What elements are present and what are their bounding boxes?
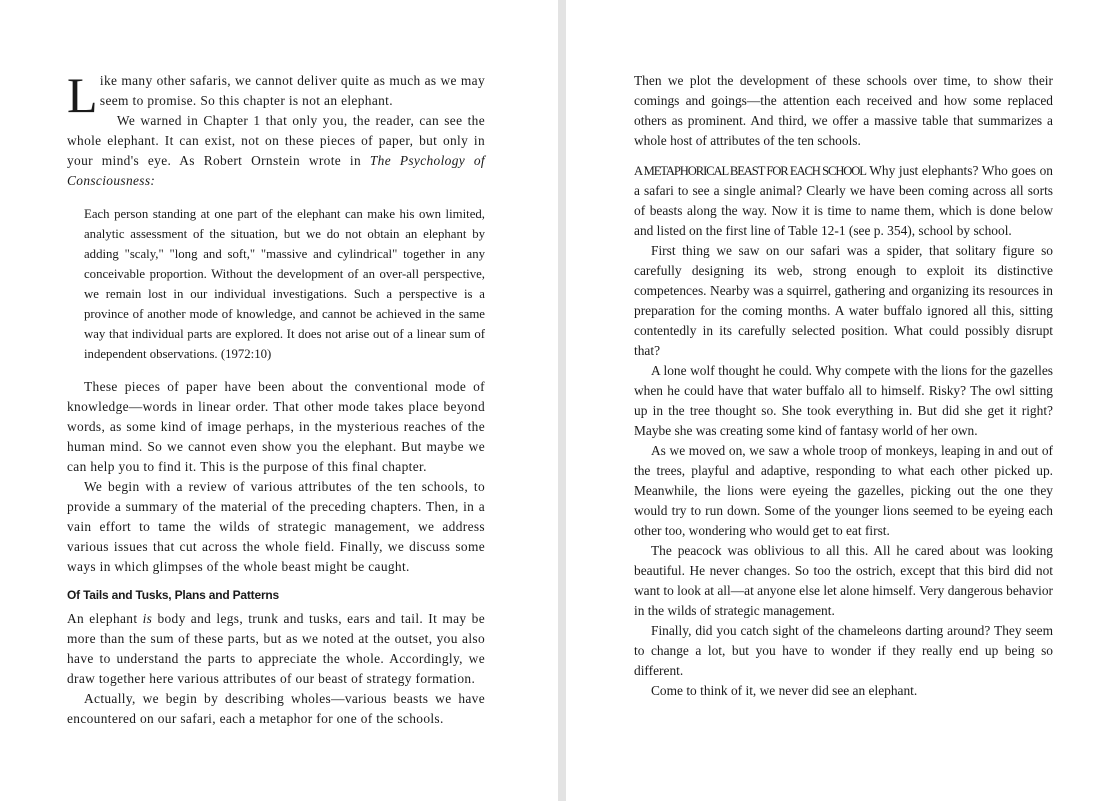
page-spine [558,0,566,801]
paragraph-chameleons: Finally, did you catch sight of the chameleons darting around? They seem to change a lot, but you have to wonder if they really end up being so different. [634,623,1053,678]
paragraph-conventional-mode: These pieces of paper have been about the conventional mode of knowledge—words in linear order. That other mode takes place beyond words, as some kind of image perhaps, in the mysterious reaches of the human mind. So we cannot even show you the elephant. But maybe we can help you to find it. This is the purpose of this final chapter. [67,379,485,474]
paragraph-metaphorical-beast [634,161,1053,241]
paragraph-peacock: The peacock was oblivious to all this. All he cared about was looking beautiful. He never changes. So too the ostrich, except that this bird did not want to look at all—at anyone else let alone himself. Very dangerous behavior in the wilds of strategic management. [634,543,1053,618]
emphasis: is [142,611,153,626]
paragraph-elephant-parts [67,609,485,689]
paragraph-chapter-warning [67,111,485,191]
paragraph-monkeys: As we moved on, we saw a whole troop of monkeys, leaping in and out of the trees, playful and adaptive, responding to what each other picked up. Meanwhile, the lions were eyeing the gazelles, picking out the one they would try to run down. Some of the younger lions seemed to be eyeing each other too, wondering who would get to eat first. [634,443,1053,538]
run-in-heading: A METAPHORICAL BEAST FOR EACH SCHOOL [634,164,866,178]
paragraph-text: Why just elephants? Who goes on a safari to see a single animal? Clearly we have been coming across all sorts of beasts along the way. Now it is time to name them, which is done below and listed on the first line of Table 12-1 (see p. 354), school by school. [634,163,1053,238]
book-title: The Psychology of Consciousness: [67,153,486,188]
opening-text: ike many other safaris, we cannot deliver quite as much as we may seem to promise. So this chapter is not an elephant. [99,73,485,108]
paragraph-spider: First thing we saw on our safari was a spider, that solitary figure so carefully designing its web, strong enough to exploit its distinctive competences. Nearby was a squirrel, gathering and organizing its resources in preparation for the coming months. A water buffalo ignored all this, sitting contentedly in its carefully selected position. What could possibly disrupt that? [634,243,1053,358]
left-column [67,67,486,729]
section-heading: Of Tails and Tusks, Plans and Patterns [67,588,280,602]
opening-paragraph [67,67,485,123]
paragraph-plot-schools: Then we plot the development of these schools over time, to show their comings and goings—the attention each received and how some replaced others as prominent. And third, we offer a massive table that summarizes a whole host of attributes of the ten schools. [634,73,1053,148]
right-page [566,0,1118,801]
paragraph-text: An elephant [67,611,143,626]
paragraph-closing: Come to think of it, we never did see an elephant. [651,683,918,698]
right-column [634,71,1053,701]
paragraph-text: We warned in Chapter 1 that only you, the reader, can see the whole elephant. It can exist, not on these pieces of paper, but only in your mind's eye. As Robert Ornstein wrote in [67,113,485,168]
paragraph-wholes: Actually, we begin by describing wholes—various beasts we have encountered on our safari, each a metaphor for one of the schools. [67,691,485,726]
paragraph-text: body and legs, trunk and tusks, ears and tail. It may be more than the sum of these parts, but as we noted at the outset, you also have to understand the parts to appreciate the whole. Accordingly, we draw together here various attributes of our beast of strategy formation. [67,611,485,686]
paragraph-review: We begin with a review of various attributes of the ten schools, to provide a summary of the material of the preceding chapters. Then, in a vain effort to tame the wilds of strategic management, we address various issues that cut across the whole field. Finally, we discuss some ways in which glimpses of the whole beast might be caught. [67,479,485,574]
drop-cap: L [67,67,98,123]
paragraph-lone-wolf: A lone wolf thought he could. Why compete with the lions for the gazelles when he could have that water buffalo all to himself. Risky? The owl sitting up in the tree thought so. She took everything in. But did she get it right? Maybe she was creating some kind of fantasy world of her own. [634,363,1053,438]
block-quote [84,204,485,364]
quote-text: Each person standing at one part of the elephant can make his own limited, analytic assessment of the situation, but we do not obtain an elephant by adding "scaly," "long and soft," "massive and cylindrical" together in any conceivable proportion. Without the development of an over-all perspective, we remain lost in our individual investigations. Such a perspective is a province of another mode of knowledge, and cannot be achieved in the same way that individual parts are explored. It does not arise out of a linear sum of independent observations. (1972:10) [84,207,485,361]
left-page [0,0,558,801]
